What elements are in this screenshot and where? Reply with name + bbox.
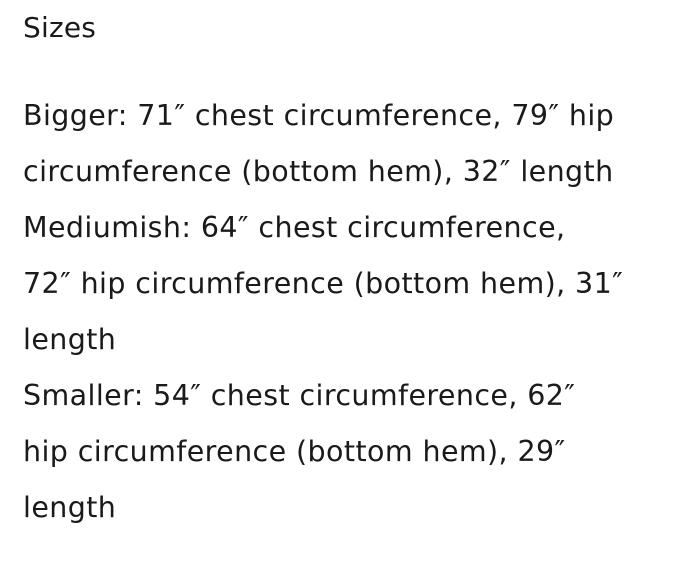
size-line: length xyxy=(23,491,117,524)
sizes-section xyxy=(23,0,663,536)
sizes-list xyxy=(23,88,663,536)
size-entry-bigger xyxy=(23,88,663,200)
size-line: 72″ hip circumference (bottom hem), 31″ xyxy=(23,267,624,300)
size-entry-smaller xyxy=(23,368,663,536)
sizes-heading: Sizes xyxy=(23,11,97,44)
size-line: circumference (bottom hem), 32″ length xyxy=(23,155,614,188)
size-entry-mediumish xyxy=(23,200,663,368)
size-line: Mediumish: 64″ chest circumference, xyxy=(23,211,566,244)
size-line: length xyxy=(23,323,117,356)
size-line: hip circumference (bottom hem), 29″ xyxy=(23,435,566,468)
size-line: Smaller: 54″ chest circumference, 62″ xyxy=(23,379,576,412)
size-line: Bigger: 71″ chest circumference, 79″ hip xyxy=(23,99,615,132)
